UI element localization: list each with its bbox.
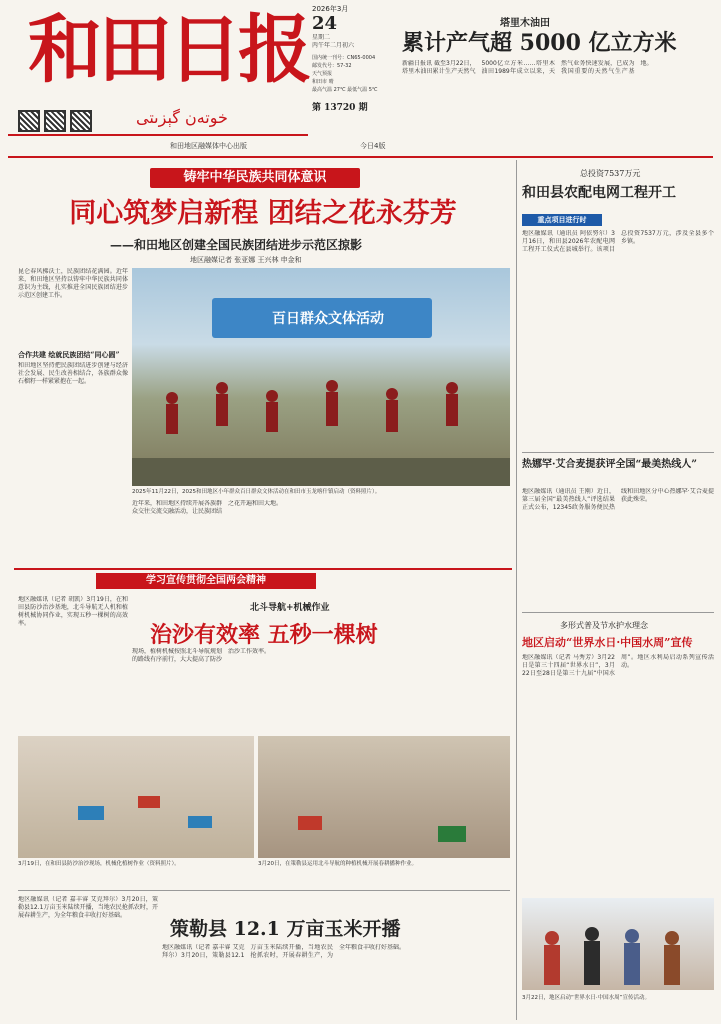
header-rule xyxy=(8,156,713,158)
qr-code-icon xyxy=(44,110,66,132)
weather-label: 天气预报 xyxy=(312,71,333,77)
lead-body-bottom: 近年来，和田地区持续开展各族群众交往交流交融活动，让民族团结之花开遍和田大地。 xyxy=(132,500,283,515)
lead-photo-caption: 2025年11月22日，2025和田地区小年群众百日群众文体活动在和田市玉龙喀什镇启动（资料照片）。 xyxy=(132,489,381,495)
right-bottom-kicker: 多形式普及节水护水理念 xyxy=(560,621,648,630)
feature-body1: 地区融媒讯（记者 胡凯）3月19日，在和田县防沙治沙基地，北斗导航无人机和植树机械协同作业，实现五秒一棵树的高效率。 xyxy=(18,596,128,627)
lead-subhead: 合作共建 绘就民族团结“同心圆” xyxy=(18,350,120,359)
weekday: 星期二 xyxy=(312,34,331,41)
masthead-uyghur: خوتەن گېزىتى xyxy=(136,108,228,127)
date-year-month: 2026年3月 xyxy=(312,5,349,13)
lead-body-col1: 昆仑春风拂沃土，民族团结花满园。近年来，和田地区坚持以铸牢中华民族共同体意识为主线，扎实推进全国民族团结进步示范区创建工作。 xyxy=(18,268,128,299)
feature-kicker: 北斗导航+机械作业 xyxy=(250,603,330,613)
top-story-body: 新疆日报讯 截至3月22日，塔里木油田累计生产天然气5000亿立方米……塔里木油田1989年成立以来，天然气业务快速发展，已成为我国重要的天然气生产基地。 xyxy=(402,60,653,75)
people-photo-illustration xyxy=(522,898,714,990)
feature-title: 治沙有效率 五秒一棵树 xyxy=(150,622,378,648)
publisher: 和田地区融媒体中心出版 xyxy=(170,142,247,150)
weather-line1: 和田市 晴 xyxy=(312,79,334,85)
dancers-photo-illustration xyxy=(132,268,510,486)
issue-number: 第 13720 期 xyxy=(312,103,368,113)
machines-photo-illustration xyxy=(18,736,254,858)
section-rule-red xyxy=(14,568,512,570)
feature-body2: 现场，植树机械按照北斗导航规划的路线有序前行，大大提高了防沙治沙工作效率。 xyxy=(132,648,271,663)
page-count: 今日4版 xyxy=(360,142,386,150)
water-day-photo xyxy=(522,898,714,990)
right-top-banner: 重点项目进行时 xyxy=(522,214,602,226)
right-top-body: 地区融媒讯（通讯员 阿依努尔）3月16日，和田县2026年农配电网工程开工仪式在县城举行。该项目总投资7537万元，涉及全县多个乡镇。 xyxy=(522,230,714,253)
right-mid-title: 热娜罕·艾合麦提获评全国“最美热线人” xyxy=(522,459,697,470)
section-rule xyxy=(522,452,714,453)
lead-subtitle: ——和田地区创建全国民族团结进步示范区掠影 xyxy=(110,238,363,252)
lead-title: 同心筑梦启新程 团结之花永芬芳 xyxy=(69,198,457,229)
right-bottom-body: 地区融媒讯（记者 马秀芳）3月22日是第三十四届“世界水日”，3月22日至28日是第三十九届“中国水周”。地区水利局启动系列宣传活动。 xyxy=(522,654,714,677)
right-top-title: 和田县农配电网工程开工 xyxy=(522,185,676,201)
field-machines-illustration xyxy=(258,736,510,858)
lunar-date: 丙午年二月初六 xyxy=(312,42,355,49)
desert-caption: 3月19日，在和田县防沙治沙现场，机械化植树作业（资料照片）。 xyxy=(18,861,180,867)
lead-byline: 地区融媒记者 张亚娜 王兴林 申金和 xyxy=(190,256,302,264)
cn-code: 国内统一刊号：CN65-0004 xyxy=(312,55,376,61)
corn-body-right: 地区融媒讯（记者 嘉丰睿 艾克拜尔）3月20日，策勒县12.1万亩玉米陆续开播，当地农民抢抓农时，开展春耕生产，为全年粮食丰收打好基础。 xyxy=(162,944,406,959)
masthead-info xyxy=(312,4,392,154)
lead-body-col2: 和田地区坚持把民族团结进步创建与经济社会发展、民生改善相结合，各族群众像石榴籽一样紧紧抱在一起。 xyxy=(18,362,128,385)
qr-code-icon xyxy=(70,110,92,132)
masthead-divider xyxy=(8,134,308,136)
postal-code: 邮发代号：57-32 xyxy=(312,63,352,69)
corn-body-left: 地区融媒讯（记者 嘉丰睿 艾克拜尔）3月20日，策勒县12.1万亩玉米陆续开播，当地农民抢抓农时，开展春耕生产，为全年粮食丰收打好基础。 xyxy=(18,896,158,919)
right-mid-body: 地区融媒讯（通讯员 王刚）近日，第三届全国“最美热线人”评选结果正式公布，12345政务服务便民热线和田地区分中心热娜罕·艾合麦提获此殊荣。 xyxy=(522,488,714,511)
date-day: 24 xyxy=(312,13,338,34)
right-bottom-title: 地区启动“世界水日·中国水周”宣传 xyxy=(522,636,693,649)
water-day-caption: 3月22日，地区启动“世界水日·中国水周”宣传活动。 xyxy=(522,995,650,1001)
field-photo xyxy=(258,736,510,858)
weather-line2: 最高气温 27℃ 最低气温 5℃ xyxy=(312,87,378,93)
column-divider xyxy=(516,160,517,1020)
field-caption: 3月20日，在策勒县运用北斗导航的种植机械开展春耕播种作业。 xyxy=(258,861,417,867)
corn-title: 策勒县 12.1 万亩玉米开播 xyxy=(170,918,401,940)
banner-unity: 铸牢中华民族共同体意识 xyxy=(150,168,360,188)
desert-photo xyxy=(18,736,254,858)
top-story-kicker: 塔里木油田 xyxy=(500,18,550,29)
masthead-title: 和田日报 xyxy=(28,7,308,93)
qr-code-icon xyxy=(18,110,40,132)
banner-two-sessions: 学习宣传贯彻全国两会精神 xyxy=(96,573,316,589)
section-rule xyxy=(18,890,510,891)
lead-photo xyxy=(132,268,510,486)
section-rule xyxy=(522,612,714,613)
top-story-title: 累计产气超 5000 亿立方米 xyxy=(402,30,677,56)
photo-banner-text: 百日群众文体活动 xyxy=(272,311,384,327)
right-top-tag: 总投资7537万元 xyxy=(580,169,641,178)
